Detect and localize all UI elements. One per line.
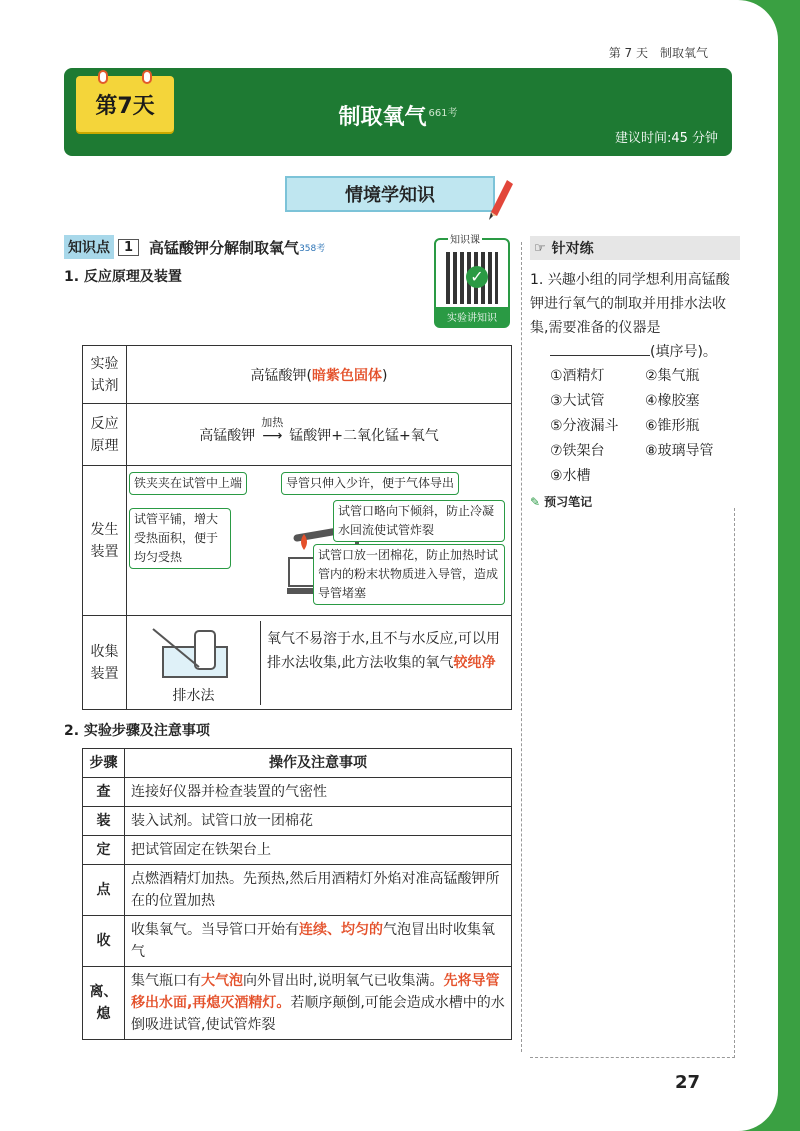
answer-blank[interactable]	[550, 355, 650, 356]
generator-diagram	[127, 468, 511, 614]
table-row	[83, 807, 512, 836]
finish-text-c: 若顺序颠倒,可能会造成水槽中的水倒吸进试管,使试管炸裂	[131, 995, 505, 1033]
qr-code-card[interactable]	[434, 235, 510, 328]
practice-panel	[530, 236, 740, 510]
water-method-figure	[127, 621, 261, 705]
question-blank-hint: (填序号)。	[650, 344, 717, 360]
row-header-reagent: 实验试剂	[83, 346, 127, 404]
callout-cotton: 试管口放一团棉花，防止加热时试管内的粉末状物质进入导管，造成导管堵塞	[313, 544, 505, 605]
practice-question	[530, 268, 740, 364]
step-text	[125, 967, 512, 1040]
practice-title: 针对练	[551, 241, 594, 257]
equation-cell	[127, 404, 512, 466]
callout-clamp: 铁夹夹在试管中上端	[129, 472, 247, 495]
step-name: 离、熄	[83, 967, 125, 1040]
collect-text-b: 气泡冒出时收集氧气	[131, 922, 495, 960]
running-head: 第 7 天 制取氧气	[608, 46, 708, 60]
step-name: 收	[83, 916, 125, 967]
steps-table	[82, 748, 512, 1040]
reaction-condition: 加热	[261, 415, 284, 429]
knowledge-number: 1	[118, 239, 139, 256]
collector-desc	[261, 621, 511, 705]
option-item: ⑦铁架台	[550, 443, 605, 459]
row-header-generator: 发生装置	[83, 466, 127, 616]
collect-text-a: 收集氧气。当导管口开始有	[131, 922, 299, 938]
pointing-hand-icon: ☞	[534, 240, 546, 256]
reagent-text: 高锰酸钾(	[250, 367, 312, 384]
practice-header	[530, 236, 740, 260]
option-item: ①酒精灯	[550, 368, 605, 384]
title-banner	[64, 68, 732, 156]
equation-products: 锰酸钾+二氧化锰+氧气	[289, 427, 439, 444]
qr-top-label: 知识课	[448, 231, 482, 246]
collector-highlight: 较纯净	[453, 654, 496, 671]
table-row	[83, 778, 512, 807]
table-row	[83, 865, 512, 916]
table-row	[83, 967, 512, 1040]
steps-header-ops: 操作及注意事项	[125, 749, 512, 778]
title-exam-count: 661考	[428, 107, 458, 119]
reagent-cell	[127, 346, 512, 404]
reaction-arrow: 加热 ⟶	[255, 428, 289, 444]
step-name: 点	[83, 865, 125, 916]
generator-cell	[127, 466, 512, 616]
row-header-collector: 收集装置	[83, 616, 127, 710]
knowledge-label: 知识点	[64, 235, 114, 259]
step-text	[125, 916, 512, 967]
callout-tilt: 试管口略向下倾斜，防止冷凝水回流使试管炸裂	[333, 500, 505, 542]
water-method-label: 排水法	[172, 687, 215, 704]
check-icon: ✓	[466, 266, 488, 288]
step-text: 把试管固定在铁架台上	[125, 836, 512, 865]
finish-text-b: 向外冒出时,说明氧气已收集满。	[243, 973, 444, 989]
option-item: ③大试管	[550, 393, 605, 409]
calendar-ring-icon	[98, 70, 108, 84]
knowledge-point-header	[64, 235, 325, 259]
option-item: ⑥锥形瓶	[645, 418, 700, 434]
subheading-principle: 1. 反应原理及装置	[64, 269, 182, 285]
column-divider	[521, 242, 522, 1052]
callout-flat: 试管平铺，增大受热面积，便于均匀受热	[129, 508, 231, 569]
water-trough-icon	[149, 627, 239, 681]
collector-text: 氧气不易溶于水,且不与水反应,可以用排水法收集,此方法收集的氧气	[267, 630, 500, 671]
qr-bottom-label: 实验讲知识	[436, 307, 508, 326]
step-name: 查	[83, 778, 125, 807]
section-title: 情境学知识	[285, 176, 495, 212]
pencil-icon	[485, 176, 515, 220]
option-item: ⑧玻璃导管	[645, 443, 714, 459]
step-text: 连接好仪器并检查装置的气密性	[125, 778, 512, 807]
equation-reactant: 高锰酸钾	[199, 427, 256, 444]
calendar-ring-icon	[142, 70, 152, 84]
option-item: ②集气瓶	[645, 368, 700, 384]
notes-title-text: 预习笔记	[544, 495, 593, 509]
step-text: 点燃酒精灯加热。先预热,然后用酒精灯外焰对准高锰酸钾所在的位置加热	[125, 865, 512, 916]
step-name: 定	[83, 836, 125, 865]
steps-header-step: 步骤	[83, 749, 125, 778]
callout-tube: 导管只伸入少许，便于气体导出	[281, 472, 459, 495]
option-item: ⑤分液漏斗	[550, 418, 619, 434]
pen-icon: ✎	[530, 494, 541, 509]
question-text: 兴趣小组的同学想利用高锰酸钾进行氧气的制取并用排水法收集,需要准备的仪器是	[530, 272, 730, 336]
table-row	[83, 916, 512, 967]
collect-highlight: 连续、均匀的	[299, 922, 383, 938]
knowledge-title: 高锰酸钾分解制取氧气	[149, 238, 300, 257]
finish-highlight-1: 大气泡	[201, 973, 243, 989]
step-name: 装	[83, 807, 125, 836]
subheading-steps: 2. 实验步骤及注意事项	[64, 723, 210, 739]
page-title-text: 制取氧气	[338, 105, 427, 130]
table-row	[83, 836, 512, 865]
step-text: 装入试剂。试管口放一团棉花	[125, 807, 512, 836]
option-item: ④橡胶塞	[645, 393, 700, 409]
suggested-time: 建议时间:45 分钟	[614, 131, 718, 146]
option-item: ⑨水槽	[550, 468, 591, 484]
day-label: 第7天	[95, 93, 155, 119]
row-header-principle: 反应原理	[83, 404, 127, 466]
question-number: 1.	[530, 272, 544, 288]
options-list	[530, 364, 740, 489]
reagent-text-end: )	[382, 367, 388, 384]
knowledge-exam-count: 358考	[299, 243, 326, 254]
collector-cell	[127, 616, 512, 710]
notes-box[interactable]	[530, 508, 735, 1058]
collector-row	[127, 621, 511, 705]
finish-highlight-2: 先将导管移出水面,再熄灭酒精灯。	[131, 973, 500, 1011]
finish-text-a: 集气瓶口有	[131, 973, 201, 989]
apparatus-table	[82, 345, 512, 710]
page-number: 27	[674, 1072, 700, 1093]
reagent-highlight: 暗紫色固体	[312, 367, 382, 384]
